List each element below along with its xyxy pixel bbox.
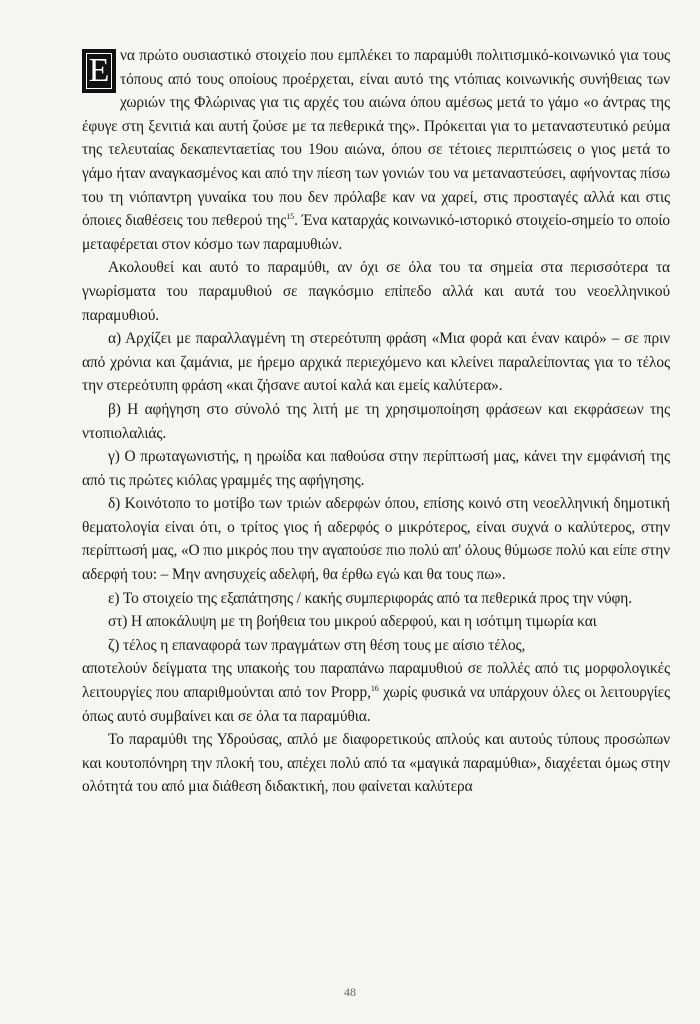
paragraph-continuation (82, 657, 670, 728)
paragraph-2: Ακολουθεί και αυτό το παραμύθι, αν όχι σε όλα του τα σημεία στα περισσότερα τα γνωρίσματα του παραμυθιού σε παγκόσμιο επίπεδο αλλά και αυτά του νεοελληνικού παραμυθιού. (82, 259, 670, 324)
drop-cap: Ε (82, 49, 116, 93)
paragraph-1-text: να πρώτο ουσιαστικό στοιχείο που εμπλέκει το παραμύθι πολιτισμικό-κοινωνικό για τους τόπους από τους οποίους προέρχεται, είναι αυτό της ντόπιας κοινωνικής συνήθειας των χωριών της Φλώρινας για τις αρχές του αιώνα όπου αμέσως μετά το γάμο «ο άντρας της έφυγε στη ξενιτιά και αυτή ζούσε με τα πεθερικά της». Πρόκειται για το μεταναστευτικό ρεύμα της τελευταίας δεκαπενταετίας του 19ου αιώνα, όπου σε τέτοιες περιπτώσεις ο γιος μετά το γάμο ήταν αναγκασμένος και από την πίεση των γονιών του να μεταναστεύσει, αφήνοντας πίσω του τη νιόπαντρη γυναίκα του που δεν πρόλαβε καν να χαρεί, στις προσταγές αλλά και στις όποιες διαθέσεις του πεθερού της (82, 47, 670, 230)
list-item-e: ε) Το στοιχείο της εξαπάτησης / κακής συμπεριφοράς από τα πεθερικά προς την νύφη. (108, 589, 633, 607)
paragraph-1-tail: . Ένα καταρχάς κοινωνικό-ιστορικό στοιχείο-σημείο το οποίο μεταφέρεται στον κόσμο των παραμυθιών. (82, 212, 670, 253)
page-number: 48 (344, 985, 356, 999)
paragraph-continuation-text: αποτελούν δείγματα της υπακοής του παραπάνω παραμυθιού σε πολλές από τις μορφολογικές λειτουργίες που απαριθμούνται από τον Propp, (82, 660, 670, 702)
list-item-st: στ) Η αποκάλυψη με τη βοήθεια του μικρού αδερφού, και η ισότιμη τιμωρία και (108, 613, 597, 631)
body-text (82, 44, 670, 799)
list-item-d: δ) Κοινότοπο το μοτίβο των τριών αδερφών όπου, επίσης κοινό στη νεοελληνική δημοτική θεματολογία είναι ότι, ο τρίτος γιος ή αδερφός ο μικρότερος, είναι συχνά ο καλύτερος, στην περίπτωσή μας, «Ο πιο μικρός που την αγαπούσε πιο πολύ απ' όλους θύμωσε πολύ και είπε στην αδερφή του: – Μην ανησυχείς αδελφή, θα έρθω εγώ και θα τους πω». (82, 495, 670, 584)
list-item-z: ζ) τέλος η επαναφορά των πραγμάτων στη θέση τους με αίσιο τέλος, (108, 636, 526, 654)
paragraph-continuation-tail: χωρίς φυσικά να υπάρχουν όλες οι λειτουργίες όπως αυτό συμβαίνει και σε όλα τα παραμύθια. (82, 684, 670, 725)
list-item-a: α) Αρχίζει με παραλλαγμένη τη στερεότυπη φράση «Μια φορά και έναν καιρό» – σε πριν από χρόνια και ζαμάνια, με ήρεμο αρχικά περιεχόμενο και κλείνει παραλείποντας για το τέλος την στερεότυπη φράση «και ζήσανε αυτοί καλά και εμείς καλύτερα». (82, 330, 670, 395)
paragraph-1 (82, 44, 670, 256)
footnote-ref-16[interactable]: 16 (370, 683, 379, 693)
footnote-ref-15[interactable]: 15 (286, 212, 295, 222)
list-item-c: γ) Ο πρωταγωνιστής, η ηρωίδα και παθούσα στην περίπτωσή μας, κάνει την εμφάνισή της από τις πρώτες κιόλας γραμμές της αφήγησης. (82, 448, 670, 489)
paragraph-last: Το παραμύθι της Υδρούσας, απλό με διαφορετικούς απλούς και αυτούς τύπους προσώπων και κουτοπόνηρη την πλοκή του, απέχει πολύ από τα «μαγικά παραμύθια», διαχέεται όμως στην ολότητά του από μια διάθεση διδακτική, που φαίνεται καλύτερα (82, 731, 670, 796)
list-item-b: β) Η αφήγηση στο σύνολό της λιτή με τη χρησιμοποίηση φράσεων και εκφράσεων της ντοπιολαλιάς. (82, 400, 670, 442)
